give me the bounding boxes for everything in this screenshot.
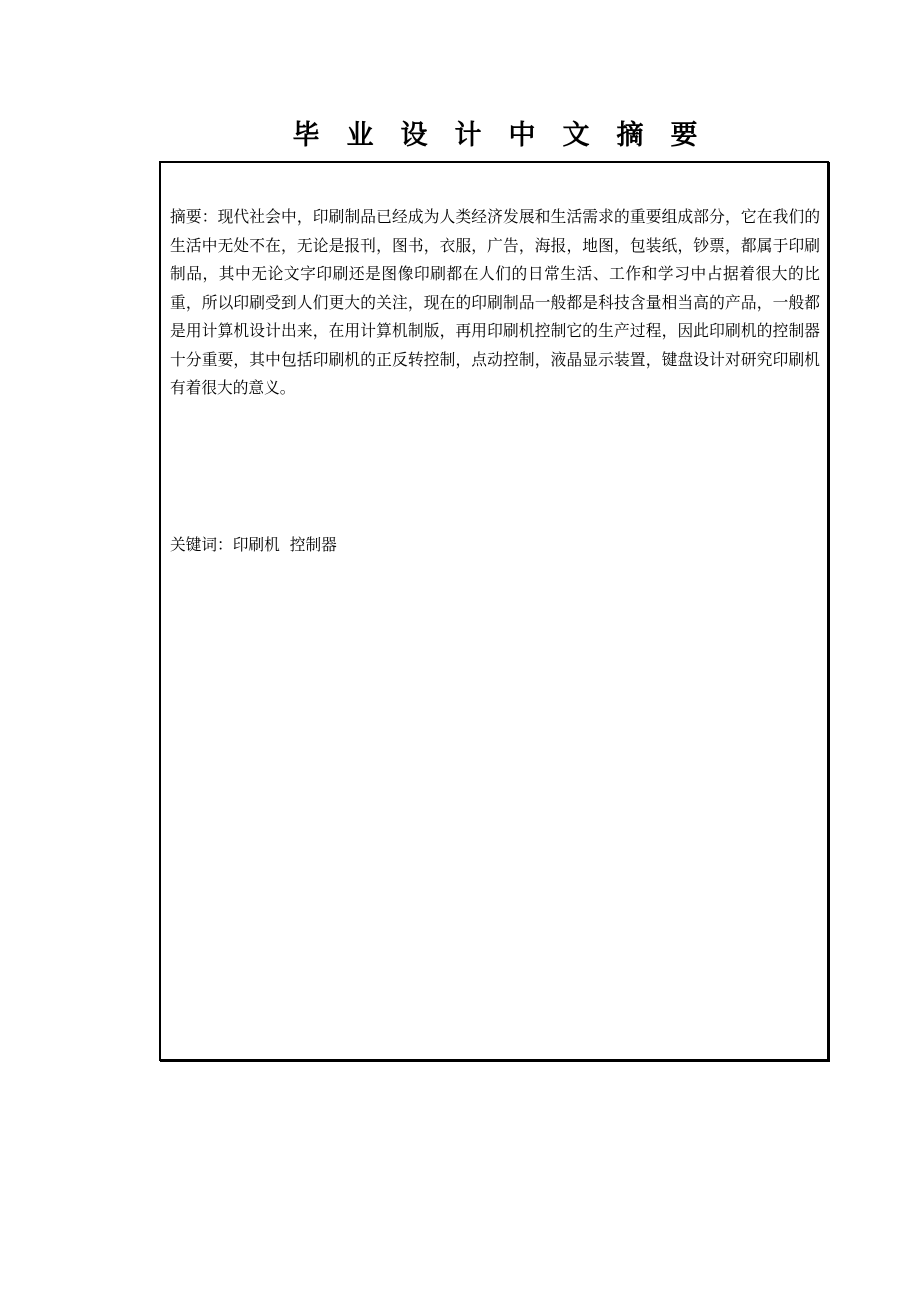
abstract-paragraph <box>170 203 820 403</box>
abstract-text: 现代社会中，印刷制品已经成为人类经济发展和生活需求的重要组成部分，它在我们的生活中无处不在，无论是报刊，图书，衣服，广告，海报，地图，包装纸，钞票，都属于印刷制品，其中无论文字印刷还是图像印刷都在人们的日常生活、工作和学习中占据着很大的比重，所以印刷受到人们更大的关注，现在的印刷制品一般都是科技含量相当高的产品，一般都是用计算机设计出来，在用计算机制版，再用印刷机控制它的生产过程，因此印刷机的控制器十分重要，其中包括印刷机的正反转控制，点动控制，液晶显示装置，键盘设计对研究印刷机有着很大的意义。 <box>170 207 821 397</box>
abstract-box <box>159 161 829 1061</box>
abstract-label: 摘要： <box>170 207 218 226</box>
keywords-line <box>170 531 820 560</box>
page-title: 毕业设计中文摘要 <box>292 120 725 151</box>
keywords-label: 关键词： <box>170 535 233 554</box>
keywords-value: 印刷机 控制器 <box>232 535 337 554</box>
